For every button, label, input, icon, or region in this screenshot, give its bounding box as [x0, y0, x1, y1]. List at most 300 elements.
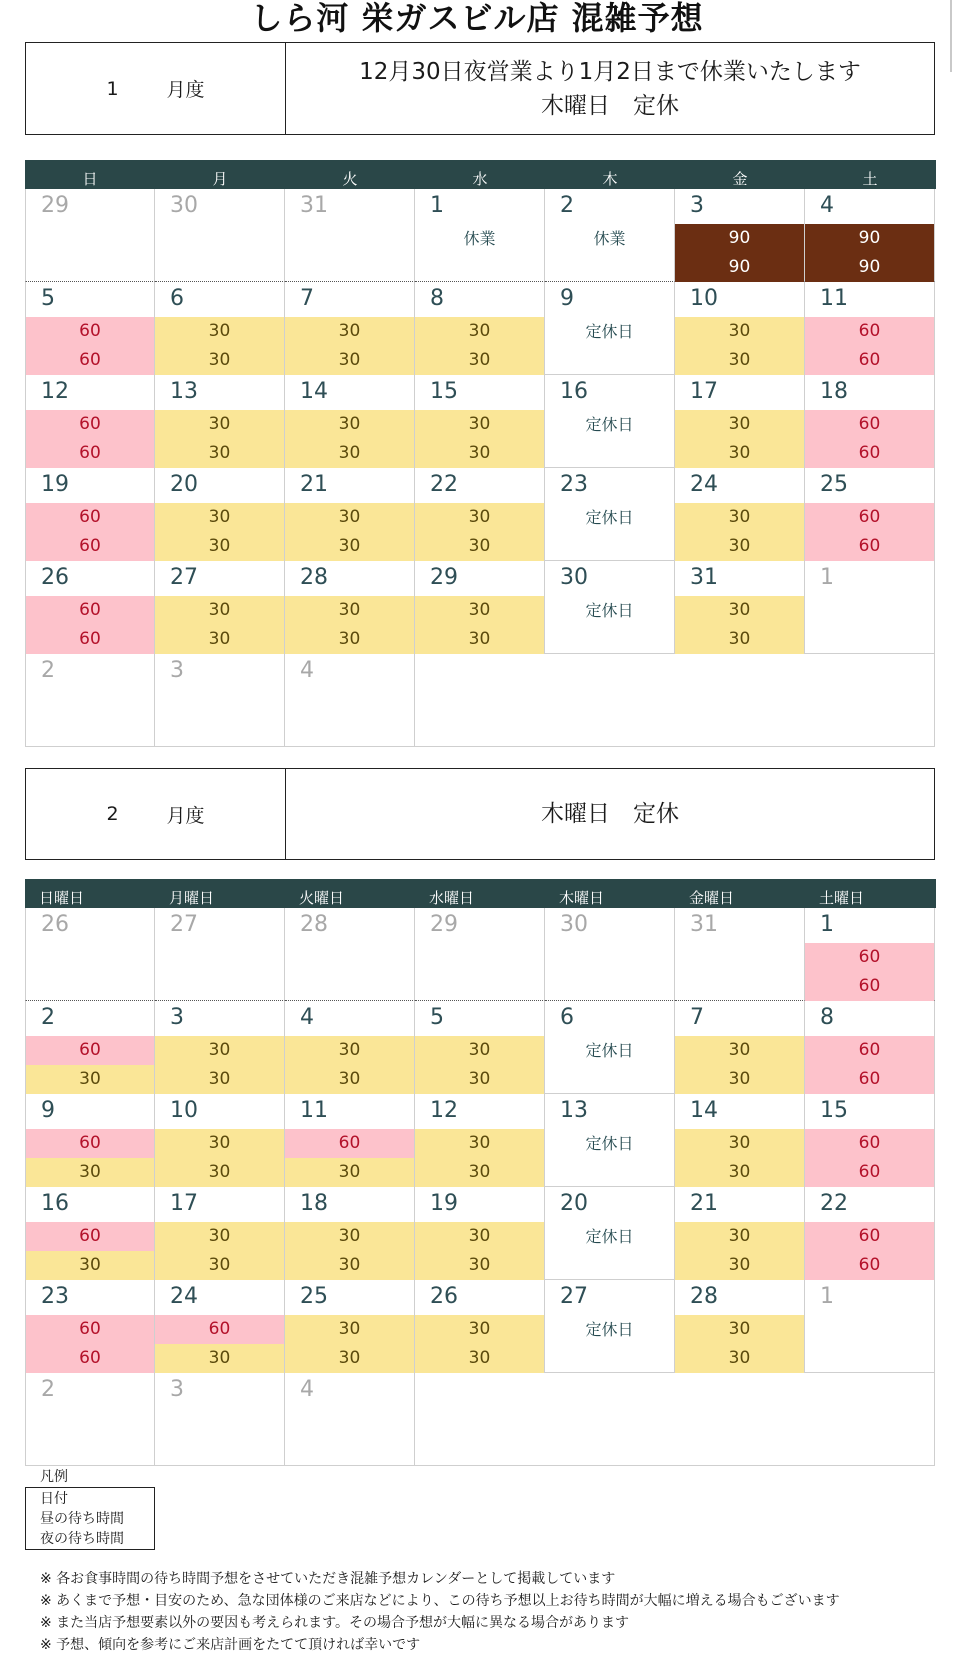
dinner-wait: 60 [805, 532, 934, 561]
day-number: 26 [41, 565, 69, 590]
dinner-wait: 30 [415, 1344, 544, 1373]
day-number: 19 [41, 472, 69, 497]
day-number: 2 [560, 193, 574, 218]
month-label [26, 769, 286, 859]
dinner-wait: 30 [285, 625, 414, 654]
month-number: 1 [106, 77, 119, 100]
month-info-box-1 [25, 42, 935, 135]
dinner-wait: 30 [675, 532, 804, 561]
dinner-wait: 30 [26, 1065, 154, 1094]
day-number: 6 [560, 1005, 574, 1030]
weekday-label: 月曜日 [169, 889, 215, 907]
day-number: 9 [560, 286, 574, 311]
lunch-wait: 60 [26, 317, 154, 346]
dinner-wait: 30 [675, 439, 804, 468]
day-number: 4 [300, 1005, 314, 1030]
closure-note: 12月30日夜営業より1月2日まで休業いたします [359, 58, 861, 85]
lunch-wait: 30 [415, 1222, 544, 1251]
day-number: 3 [170, 1005, 184, 1030]
edge-rule [950, 0, 952, 72]
lunch-wait: 60 [805, 317, 934, 346]
weekday-label: 金曜日 [689, 889, 735, 907]
day-number: 9 [41, 1098, 55, 1123]
lunch-wait: 60 [155, 1315, 284, 1344]
day-number: 28 [300, 565, 328, 590]
calendar-day [285, 468, 415, 561]
day-number: 1 [820, 1284, 834, 1309]
calendar-day [675, 1187, 805, 1280]
calendar-day [415, 1094, 545, 1187]
day-number: 23 [41, 1284, 69, 1309]
calendar-day [415, 189, 545, 282]
footnote: ※ 各お食事時間の待ち時間予想をさせていただき混雑予想カレンダーとして掲載しています [40, 1571, 616, 1587]
calendar-day [25, 1001, 155, 1094]
dinner-wait: 30 [675, 625, 804, 654]
day-number: 13 [170, 379, 198, 404]
calendar-day [415, 282, 545, 375]
dinner-wait: 30 [26, 1158, 154, 1187]
calendar-day [25, 1280, 155, 1373]
calendar-day [675, 1094, 805, 1187]
calendar-day [25, 282, 155, 375]
lunch-wait: 30 [155, 317, 284, 346]
lunch-wait: 30 [285, 317, 414, 346]
weekday-label: 火 [342, 170, 358, 188]
closed-label: 定休日 [585, 508, 634, 527]
day-number: 4 [820, 193, 834, 218]
lunch-wait: 30 [675, 1129, 804, 1158]
dinner-wait: 60 [805, 1158, 934, 1187]
calendar-day [25, 189, 155, 282]
month-notes [286, 769, 934, 859]
weekday-label: 火曜日 [299, 889, 345, 907]
calendar-day [155, 654, 285, 747]
lunch-wait: 60 [26, 410, 154, 439]
weekday-label: 金 [732, 170, 748, 188]
calendar-grid [25, 189, 936, 747]
dinner-wait: 60 [26, 1344, 154, 1373]
calendar-day [25, 1373, 155, 1466]
closed-label: 定休日 [585, 1134, 634, 1153]
closed-label: 定休日 [585, 601, 634, 620]
day-number: 14 [690, 1098, 718, 1123]
calendar-day [545, 375, 675, 468]
lunch-wait: 30 [675, 410, 804, 439]
weekday-label: 日曜日 [39, 889, 85, 907]
calendar-day [285, 1373, 415, 1466]
weekday-label: 土 [862, 170, 878, 188]
lunch-wait: 30 [155, 1129, 284, 1158]
calendar-day [805, 282, 935, 375]
weekday-label: 水 [472, 170, 488, 188]
day-number: 19 [430, 1191, 458, 1216]
calendar-day [415, 1280, 545, 1373]
day-number: 10 [690, 286, 718, 311]
dinner-wait: 30 [155, 532, 284, 561]
day-number: 17 [690, 379, 718, 404]
dinner-wait: 30 [155, 1344, 284, 1373]
holiday-note: 木曜日 定休 [541, 92, 679, 119]
calendar-day [805, 561, 935, 654]
day-number: 12 [41, 379, 69, 404]
lunch-wait: 30 [415, 503, 544, 532]
dinner-wait: 30 [26, 1251, 154, 1280]
lunch-wait: 60 [26, 1315, 154, 1344]
day-number: 30 [170, 193, 198, 218]
lunch-wait: 60 [805, 503, 934, 532]
weekday-label: 木 [602, 170, 618, 188]
calendar-day [285, 908, 415, 1001]
closed-label: 定休日 [585, 1041, 634, 1060]
day-number: 10 [170, 1098, 198, 1123]
dinner-wait: 60 [805, 972, 934, 1001]
lunch-wait: 30 [675, 1222, 804, 1251]
day-number: 8 [430, 286, 444, 311]
footnote: ※ あくまで予想・目安のため、急な団体様のご来店などにより、この待ち予想以上お待ち時間が大幅に増える場合もございます [40, 1593, 840, 1609]
closed-label: 休業 [463, 229, 496, 248]
dinner-wait: 30 [155, 346, 284, 375]
weekday-header [25, 879, 936, 908]
calendar-day [675, 561, 805, 654]
calendar-day [285, 1001, 415, 1094]
footnote: ※ 予想、傾向を参考にご来店計画をたてて頂ければ幸いです [40, 1637, 421, 1653]
day-number: 27 [170, 912, 198, 937]
page-title: しら河 栄ガスビル店 混雑予想 [250, 0, 704, 37]
holiday-note: 木曜日 定休 [541, 801, 679, 827]
day-number: 6 [170, 286, 184, 311]
day-number: 3 [170, 658, 184, 683]
dinner-wait: 30 [415, 625, 544, 654]
lunch-wait: 60 [805, 410, 934, 439]
calendar-day [675, 189, 805, 282]
day-number: 8 [820, 1005, 834, 1030]
month-label [26, 43, 286, 134]
dinner-wait: 30 [675, 1251, 804, 1280]
lunch-wait: 30 [155, 1222, 284, 1251]
dinner-wait: 30 [415, 532, 544, 561]
calendar-day [155, 468, 285, 561]
dinner-wait: 60 [805, 439, 934, 468]
lunch-wait: 30 [415, 410, 544, 439]
calendar-february [25, 879, 936, 1466]
dinner-wait: 30 [155, 1251, 284, 1280]
calendar-day [155, 282, 285, 375]
calendar-day [285, 654, 415, 747]
closed-label: 休業 [593, 229, 626, 248]
dinner-wait: 30 [415, 346, 544, 375]
lunch-wait: 30 [675, 1036, 804, 1065]
day-number: 3 [690, 193, 704, 218]
calendar-day [415, 375, 545, 468]
dinner-wait: 30 [675, 346, 804, 375]
footnote: ※ また当店予想要素以外の要因も考えられます。その場合予想が大幅に異なる場合があります [40, 1615, 630, 1631]
calendar-day [155, 375, 285, 468]
lunch-wait: 30 [415, 596, 544, 625]
calendar-day [155, 1373, 285, 1466]
lunch-wait: 30 [285, 596, 414, 625]
calendar-day [675, 282, 805, 375]
calendar-day [285, 1187, 415, 1280]
day-number: 30 [560, 565, 588, 590]
lunch-wait: 30 [415, 1129, 544, 1158]
dinner-wait: 90 [805, 253, 934, 282]
day-number: 28 [300, 912, 328, 937]
footnotes [40, 1568, 840, 1656]
lunch-wait: 30 [675, 596, 804, 625]
dinner-wait: 30 [155, 1158, 284, 1187]
calendar-day [545, 1280, 675, 1373]
lunch-wait: 30 [285, 410, 414, 439]
dinner-wait: 60 [26, 439, 154, 468]
day-number: 1 [430, 193, 444, 218]
day-number: 15 [820, 1098, 848, 1123]
lunch-wait: 30 [415, 317, 544, 346]
calendar-day [805, 375, 935, 468]
calendar-day [545, 468, 675, 561]
dinner-wait: 30 [285, 1065, 414, 1094]
calendar-day [155, 908, 285, 1001]
calendar-day [545, 1187, 675, 1280]
calendar-day [25, 375, 155, 468]
lunch-wait: 30 [675, 1315, 804, 1344]
day-number: 23 [560, 472, 588, 497]
dinner-wait: 30 [285, 1158, 414, 1187]
lunch-wait: 60 [285, 1129, 414, 1158]
calendar-day [545, 189, 675, 282]
calendar-day [25, 1094, 155, 1187]
weekday-label: 水曜日 [429, 889, 475, 907]
legend-box [25, 1487, 155, 1550]
day-number: 31 [690, 912, 718, 937]
day-number: 18 [820, 379, 848, 404]
day-number: 21 [300, 472, 328, 497]
calendar-grid [25, 908, 936, 1466]
calendar-day [25, 468, 155, 561]
weekday-label: 日 [82, 170, 98, 188]
day-number: 28 [690, 1284, 718, 1309]
lunch-wait: 60 [805, 1222, 934, 1251]
day-number: 24 [170, 1284, 198, 1309]
calendar-day [805, 1280, 935, 1373]
lunch-wait: 60 [26, 1036, 154, 1065]
day-number: 7 [300, 286, 314, 311]
calendar-day [805, 1094, 935, 1187]
day-number: 27 [170, 565, 198, 590]
day-number: 13 [560, 1098, 588, 1123]
day-number: 20 [560, 1191, 588, 1216]
dinner-wait: 30 [415, 439, 544, 468]
calendar-day [545, 561, 675, 654]
dinner-wait: 30 [285, 346, 414, 375]
day-number: 17 [170, 1191, 198, 1216]
calendar-day [805, 1001, 935, 1094]
dinner-wait: 90 [675, 253, 804, 282]
legend-title: 凡例 [40, 1469, 68, 1485]
lunch-wait: 30 [155, 410, 284, 439]
lunch-wait: 30 [415, 1036, 544, 1065]
day-number: 27 [560, 1284, 588, 1309]
closed-label: 定休日 [585, 322, 634, 341]
day-number: 5 [430, 1005, 444, 1030]
lunch-wait: 60 [26, 1222, 154, 1251]
month-info-box-2 [25, 768, 935, 860]
lunch-wait: 90 [805, 224, 934, 253]
dinner-wait: 60 [805, 1251, 934, 1280]
calendar-day [545, 1094, 675, 1187]
lunch-wait: 30 [155, 503, 284, 532]
dinner-wait: 30 [155, 1065, 284, 1094]
day-number: 30 [560, 912, 588, 937]
weekday-label: 土曜日 [819, 889, 865, 907]
calendar-day [285, 282, 415, 375]
calendar-day [25, 561, 155, 654]
calendar-day [675, 468, 805, 561]
day-number: 11 [300, 1098, 328, 1123]
lunch-wait: 30 [155, 1036, 284, 1065]
lunch-wait: 30 [285, 1315, 414, 1344]
closed-label: 定休日 [585, 1227, 634, 1246]
day-number: 16 [41, 1191, 69, 1216]
calendar-january [25, 160, 936, 747]
lunch-wait: 30 [675, 503, 804, 532]
lunch-wait: 60 [805, 943, 934, 972]
calendar-day [805, 908, 935, 1001]
day-number: 24 [690, 472, 718, 497]
lunch-wait: 30 [285, 503, 414, 532]
empty-cell [415, 1373, 935, 1466]
day-number: 11 [820, 286, 848, 311]
dinner-wait: 60 [26, 532, 154, 561]
dinner-wait: 60 [26, 625, 154, 654]
calendar-day [155, 189, 285, 282]
closed-label: 定休日 [585, 415, 634, 434]
lunch-wait: 60 [805, 1129, 934, 1158]
month-suffix: 月度 [166, 79, 205, 101]
day-number: 29 [430, 912, 458, 937]
weekday-label: 月 [212, 170, 228, 188]
day-number: 25 [300, 1284, 328, 1309]
legend-item-dinner-wait: 夜の待ち時間 [40, 1531, 124, 1547]
calendar-day [25, 908, 155, 1001]
lunch-wait: 60 [805, 1036, 934, 1065]
calendar-day [415, 1001, 545, 1094]
dinner-wait: 30 [675, 1344, 804, 1373]
day-number: 1 [820, 912, 834, 937]
calendar-day [25, 654, 155, 747]
dinner-wait: 30 [285, 1251, 414, 1280]
day-number: 18 [300, 1191, 328, 1216]
month-notes [286, 43, 934, 134]
dinner-wait: 30 [415, 1065, 544, 1094]
closed-label: 定休日 [585, 1320, 634, 1339]
day-number: 26 [41, 912, 69, 937]
legend-item-lunch-wait: 昼の待ち時間 [40, 1511, 124, 1527]
day-number: 29 [430, 565, 458, 590]
calendar-day [805, 468, 935, 561]
weekday-label: 木曜日 [559, 889, 605, 907]
weekday-header [25, 160, 936, 189]
calendar-day [155, 561, 285, 654]
day-number: 31 [690, 565, 718, 590]
lunch-wait: 30 [285, 1036, 414, 1065]
dinner-wait: 60 [805, 346, 934, 375]
lunch-wait: 60 [26, 596, 154, 625]
calendar-day [415, 468, 545, 561]
calendar-day [25, 1187, 155, 1280]
calendar-day [155, 1280, 285, 1373]
day-number: 2 [41, 1377, 55, 1402]
day-number: 26 [430, 1284, 458, 1309]
day-number: 15 [430, 379, 458, 404]
dinner-wait: 30 [155, 625, 284, 654]
lunch-wait: 30 [155, 596, 284, 625]
dinner-wait: 60 [26, 346, 154, 375]
legend-item-date: 日付 [40, 1491, 68, 1507]
dinner-wait: 60 [805, 1065, 934, 1094]
calendar-day [415, 1187, 545, 1280]
dinner-wait: 30 [285, 1344, 414, 1373]
calendar-day [675, 908, 805, 1001]
calendar-day [285, 1094, 415, 1187]
day-number: 1 [820, 565, 834, 590]
dinner-wait: 30 [155, 439, 284, 468]
calendar-day [545, 282, 675, 375]
day-number: 21 [690, 1191, 718, 1216]
day-number: 2 [41, 658, 55, 683]
calendar-day [545, 1001, 675, 1094]
day-number: 22 [820, 1191, 848, 1216]
calendar-day [415, 561, 545, 654]
day-number: 7 [690, 1005, 704, 1030]
calendar-day [285, 1280, 415, 1373]
month-suffix: 月度 [166, 804, 205, 827]
day-number: 25 [820, 472, 848, 497]
calendar-day [155, 1187, 285, 1280]
lunch-wait: 30 [285, 1222, 414, 1251]
lunch-wait: 90 [675, 224, 804, 253]
day-number: 14 [300, 379, 328, 404]
calendar-day [805, 189, 935, 282]
calendar-day [285, 561, 415, 654]
empty-cell [415, 654, 935, 747]
day-number: 16 [560, 379, 588, 404]
dinner-wait: 30 [415, 1251, 544, 1280]
calendar-day [285, 375, 415, 468]
calendar-day [415, 908, 545, 1001]
day-number: 20 [170, 472, 198, 497]
day-number: 3 [170, 1377, 184, 1402]
day-number: 22 [430, 472, 458, 497]
calendar-day [675, 1001, 805, 1094]
day-number: 5 [41, 286, 55, 311]
day-number: 4 [300, 1377, 314, 1402]
lunch-wait: 60 [26, 503, 154, 532]
day-number: 29 [41, 193, 69, 218]
calendar-day [545, 908, 675, 1001]
calendar-day [675, 375, 805, 468]
calendar-day [285, 189, 415, 282]
dinner-wait: 30 [285, 532, 414, 561]
calendar-day [155, 1001, 285, 1094]
day-number: 2 [41, 1005, 55, 1030]
dinner-wait: 30 [415, 1158, 544, 1187]
calendar-day [805, 1187, 935, 1280]
day-number: 31 [300, 193, 328, 218]
lunch-wait: 60 [26, 1129, 154, 1158]
calendar-day [675, 1280, 805, 1373]
dinner-wait: 30 [285, 439, 414, 468]
lunch-wait: 30 [415, 1315, 544, 1344]
